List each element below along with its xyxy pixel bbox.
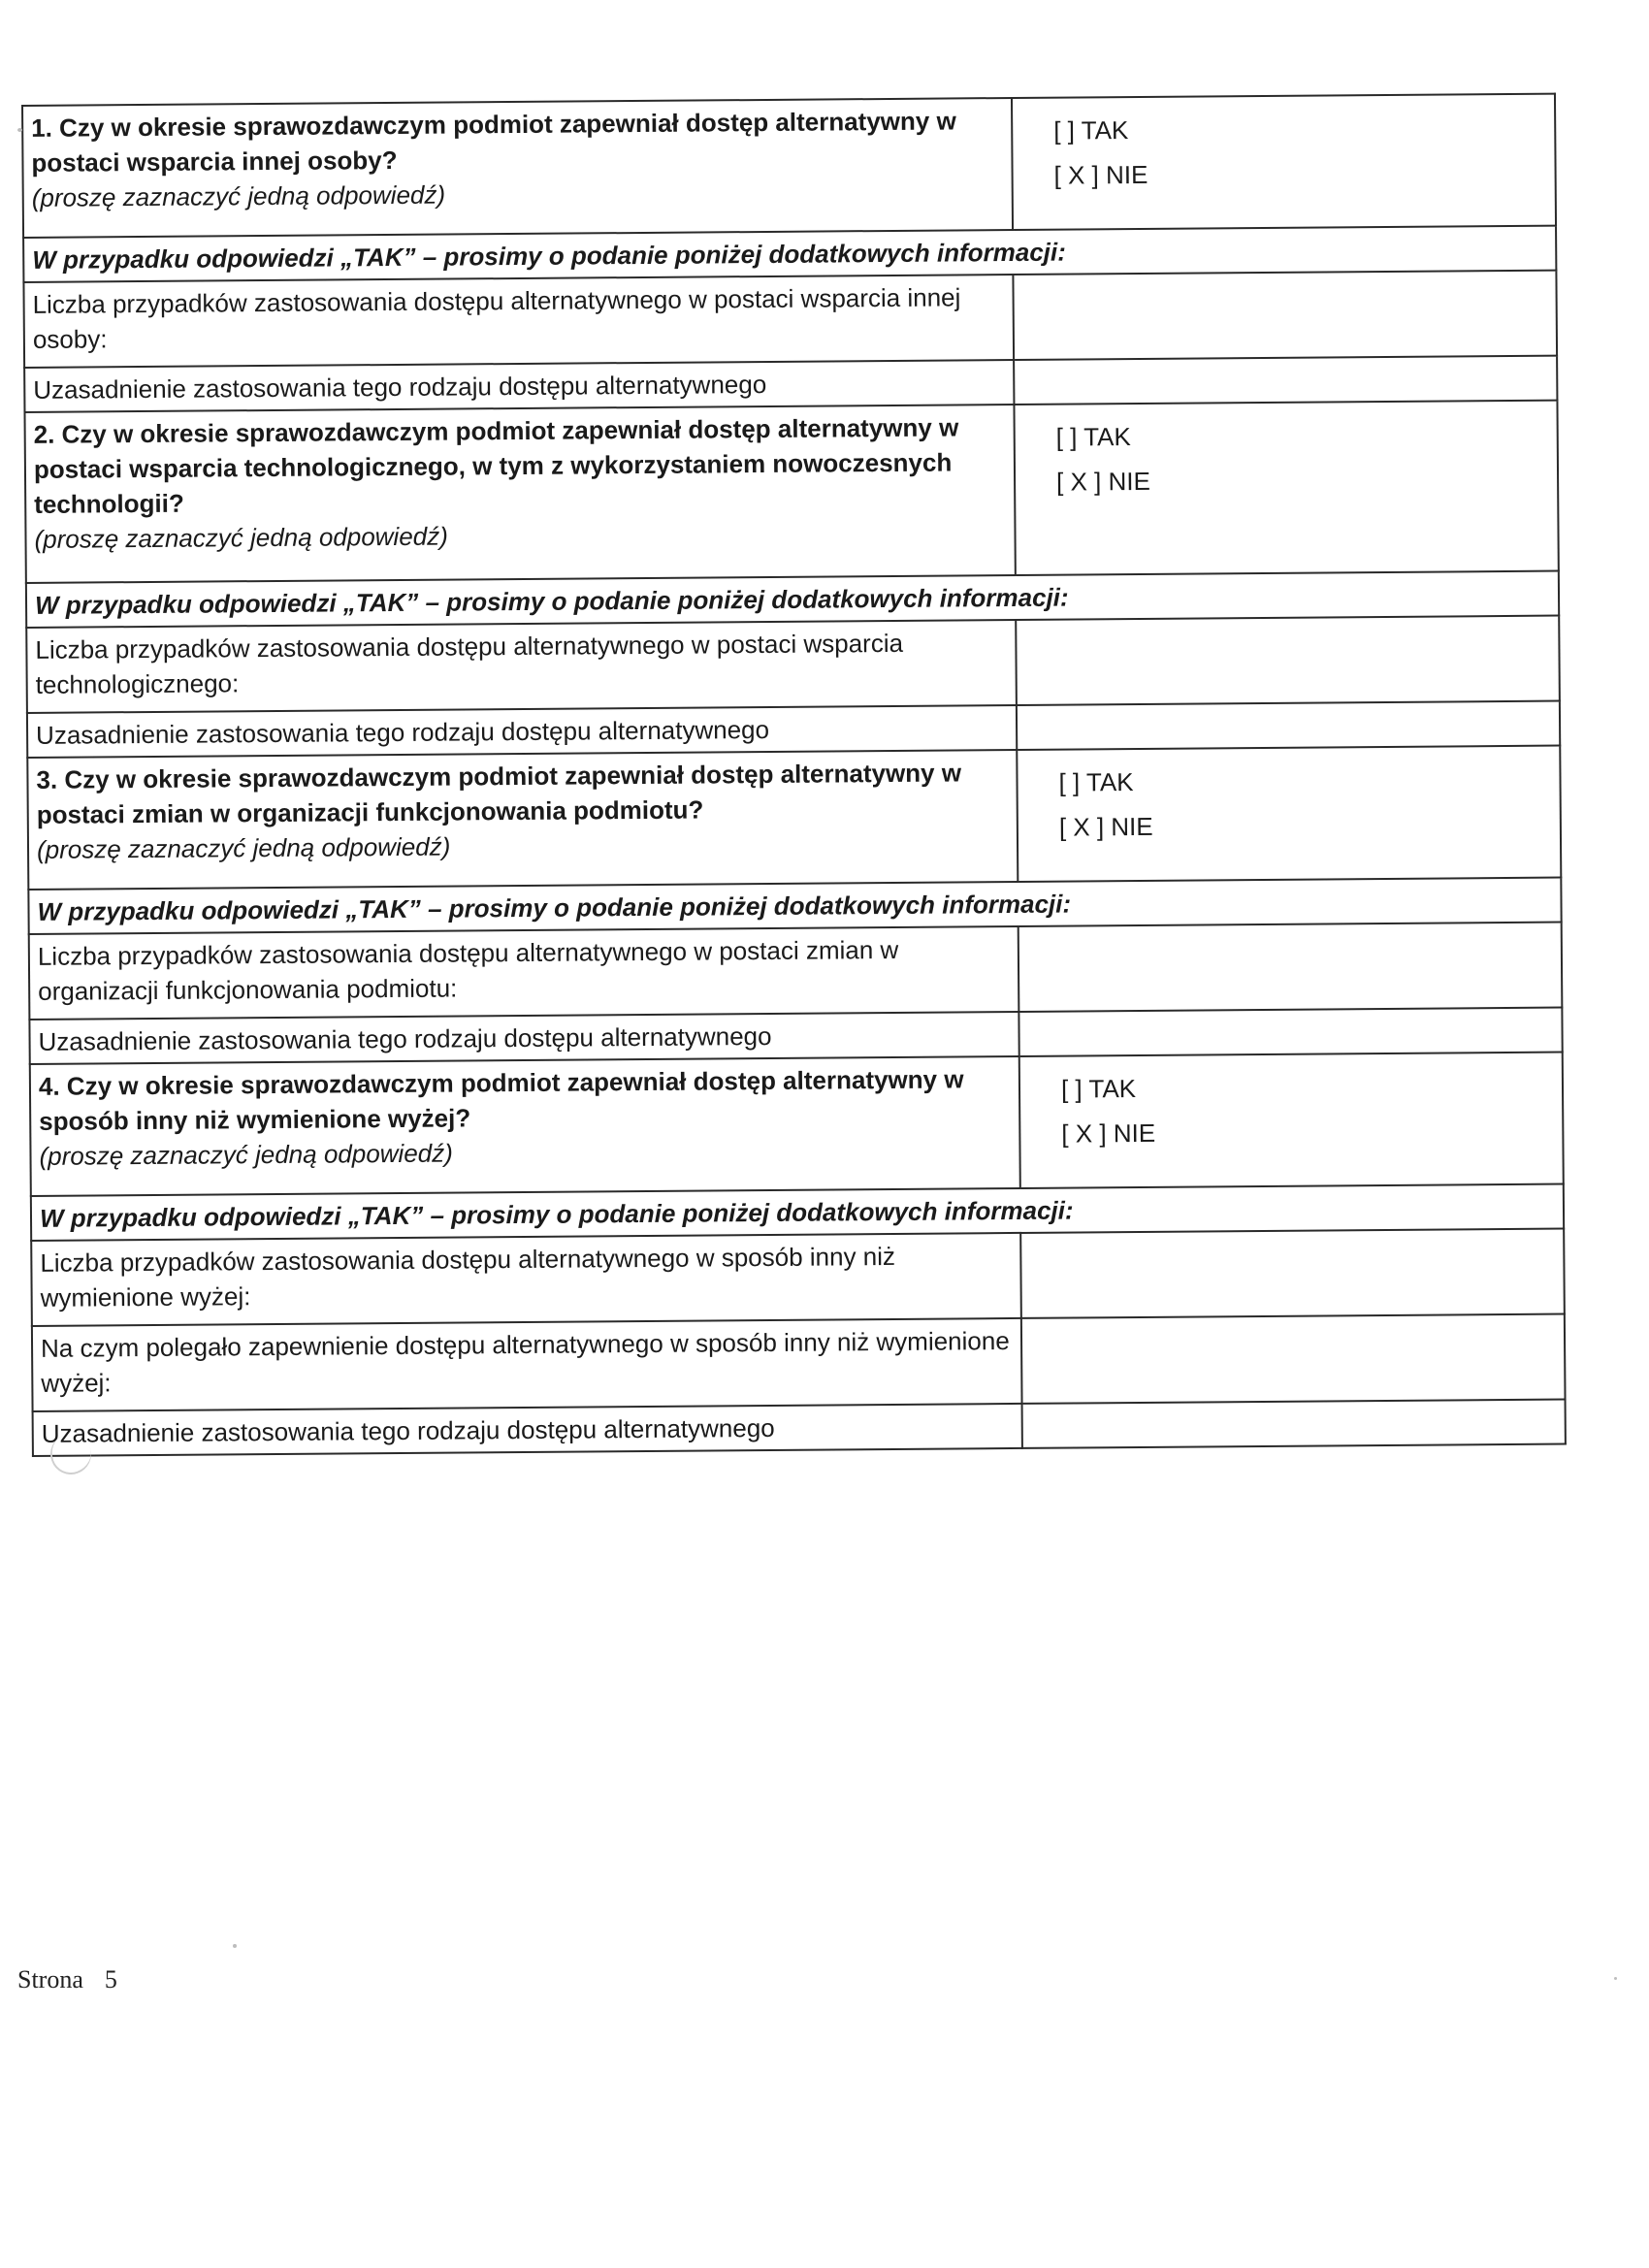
answer-cell-3 [1017, 746, 1561, 882]
justification-field-2[interactable] [1017, 701, 1560, 750]
count-row-4 [31, 1229, 1565, 1326]
accessibility-form-table [21, 93, 1567, 1457]
count-label-2: Liczba przypadków zastosowania dostępu alternatywnego w postaci wsparcia technologicznego: [26, 620, 1017, 713]
question-text-2: 2. Czy w okresie sprawozdawczym podmiot zapewniał dostęp alternatywny w postaci wsparcia technologicznego, w tym z wykorzystaniem nowoczesnych technologii? [33, 412, 959, 519]
option-no-2[interactable]: [ X ] NIE [1055, 466, 1151, 497]
count-label-4: Liczba przypadków zastosowania dostępu alternatywnego w sposób inny niż wymienione wyżej: [31, 1233, 1021, 1326]
info-header-4: W przypadku odpowiedzi „TAK” – prosimy o podanie poniżej dodatkowych informacji: [31, 1184, 1564, 1241]
question-hint-2: (proszę zaznaczyć jedną odpowiedź) [34, 521, 448, 554]
answer-cell-2 [1014, 401, 1558, 575]
count-row-1 [23, 271, 1557, 368]
count-field-4[interactable] [1020, 1229, 1565, 1318]
page-footer [17, 1965, 117, 1994]
justification-label-2: Uzasadnienie zastosowania tego rodzaju dostępu alternatywnego [27, 705, 1017, 758]
description-field-4[interactable] [1021, 1314, 1566, 1404]
question-text-3: 3. Czy w okresie sprawozdawczym podmiot zapewniał dostęp alternatywny w postaci zmian w organizacji funkcjonowania podmiotu? [36, 758, 962, 829]
question-cell-3 [27, 750, 1018, 890]
info-header-1: W przypadku odpowiedzi „TAK” – prosimy o podanie poniżej dodatkowych informacji: [23, 226, 1556, 282]
question-row-2 [24, 401, 1558, 583]
question-cell-4 [30, 1056, 1020, 1196]
question-cell-2 [24, 405, 1015, 583]
question-text-1: 1. Czy w okresie sprawozdawczym podmiot zapewniał dostęp alternatywny w postaci wsparcia innej osoby? [31, 106, 956, 178]
answer-cell-4 [1019, 1053, 1564, 1188]
scan-speck [17, 128, 22, 132]
question-cell-1 [22, 98, 1013, 238]
page-label: Strona [17, 1965, 83, 1993]
scan-speck [1614, 1977, 1617, 1980]
question-hint-3: (proszę zaznaczyć jedną odpowiedź) [36, 831, 451, 864]
justification-label-3: Uzasadnienie zastosowania tego rodzaju dostępu alternatywnego [29, 1012, 1018, 1064]
question-text-4: 4. Czy w okresie sprawozdawczym podmiot zapewniał dostęp alternatywny w sposób inny niż wymienione wyżej? [38, 1064, 964, 1136]
justification-label-4: Uzasadnienie zastosowania tego rodzaju dostępu alternatywnego [33, 1404, 1022, 1456]
question-row-3 [27, 746, 1561, 890]
form-sheet [21, 93, 1565, 1457]
question-hint-1: (proszę zaznaczyć jedną odpowiedź) [31, 179, 446, 212]
option-yes-2[interactable]: [ ] TAK [1055, 422, 1131, 452]
info-header-3: W przypadku odpowiedzi „TAK” – prosimy o podanie poniżej dodatkowych informacji: [28, 878, 1561, 934]
description-label-4: Na czym polegało zapewnienie dostępu alternatywnego w sposób inny niż wymienione wyżej: [32, 1318, 1022, 1411]
option-no-4[interactable]: [ X ] NIE [1061, 1118, 1156, 1149]
answer-cell-1 [1012, 94, 1556, 230]
count-field-1[interactable] [1013, 271, 1557, 360]
count-field-3[interactable] [1018, 923, 1563, 1012]
justification-field-3[interactable] [1018, 1008, 1562, 1056]
question-row-1 [22, 94, 1556, 238]
info-header-2: W przypadku odpowiedzi „TAK” – prosimy o podanie poniżej dodatkowych informacji: [26, 571, 1559, 628]
option-yes-4[interactable]: [ ] TAK [1060, 1074, 1137, 1104]
count-row-3 [29, 923, 1563, 1020]
option-yes-3[interactable]: [ ] TAK [1058, 767, 1134, 797]
justification-field-4[interactable] [1022, 1400, 1566, 1448]
option-no-3[interactable]: [ X ] NIE [1058, 811, 1153, 842]
scan-speck [233, 1944, 237, 1948]
question-hint-4: (proszę zaznaczyć jedną odpowiedź) [39, 1138, 453, 1171]
description-row-4 [32, 1314, 1566, 1411]
count-label-1: Liczba przypadków zastosowania dostępu alternatywnego w postaci wsparcia innej osoby: [23, 275, 1014, 368]
option-no-1[interactable]: [ X ] NIE [1053, 159, 1148, 190]
count-field-2[interactable] [1016, 616, 1560, 705]
count-row-2 [26, 616, 1560, 713]
justification-label-1: Uzasadnienie zastosowania tego rodzaju dostępu alternatywnego [24, 360, 1014, 412]
option-yes-1[interactable]: [ ] TAK [1053, 115, 1129, 146]
justification-field-1[interactable] [1014, 356, 1557, 405]
question-row-4 [30, 1053, 1564, 1196]
count-label-3: Liczba przypadków zastosowania dostępu alternatywnego w postaci zmian w organizacji funkcjonowania podmiotu: [29, 926, 1019, 1020]
page-number: 5 [104, 1965, 117, 1993]
